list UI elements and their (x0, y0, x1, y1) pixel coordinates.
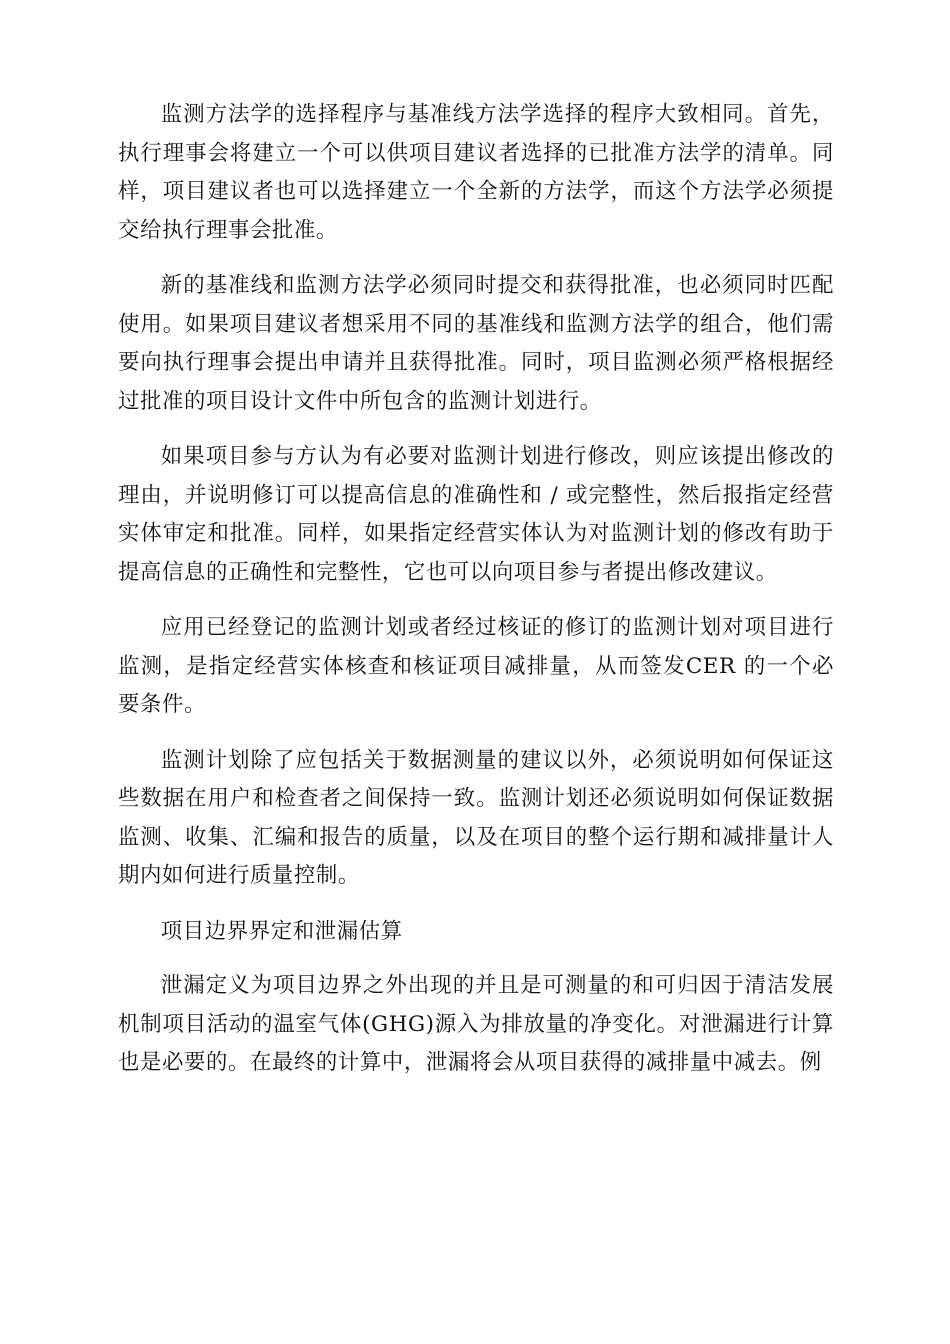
paragraph-cer-issuance-condition: 应用已经登记的监测计划或者经过核证的修订的监测计划对项目进行监测，是指定经营实体核查和核证项目减排量，从而签发CER 的一个必要条件。 (118, 615, 834, 717)
paragraph-monitoring-plan-revision: 如果项目参与方认为有必要对监测计划进行修改，则应该提出修改的理由，并说明修订可以提高信息的准确性和 / 或完整性，然后报指定经营实体审定和批准。同样，如果指定经营实体认为对监测计划的修改有助于提高信息的正确性和完整性，它也可以向项目参与者提出修改建议。 (118, 444, 834, 585)
section-heading: 项目边界界定和泄漏估算 (160, 918, 403, 944)
paragraph-monitoring-methodology-selection: 监测方法学的选择程序与基准线方法学选择的程序大致相同。首先，执行理事会将建立一个可以供项目建议者选择的已批准方法学的清单。同样，项目建议者也可以选择建立一个全新的方法学，而这个方法学必须提交给执行理事会批准。 (118, 102, 834, 243)
document-page (118, 96, 834, 1100)
paragraph-baseline-and-monitoring-approval: 新的基准线和监测方法学必须同时提交和获得批准，也必须同时匹配使用。如果项目建议者想采用不同的基准线和监测方法学的组合，他们需要向执行理事会提出申请并且获得批准。同时，项目监测必须严格根据经过批准的项目设计文件中所包含的监测计划进行。 (118, 273, 834, 414)
paragraph-data-quality-control: 监测计划除了应包括关于数据测量的建议以外，必须说明如何保证这些数据在用户和检查者之间保持一致。监测计划还必须说明如何保证数据监测、收集、汇编和报告的质量，以及在项目的整个运行期和减排量计人期内如何进行质量控制。 (118, 747, 834, 888)
paragraph-leakage-definition: 泄漏定义为项目边界之外出现的并且是可测量的和可归因于清洁发展机制项目活动的温室气体(GHG)源入为排放量的净变化。对泄漏进行计算也是必要的。在最终的计算中，泄漏将会从项目获得的减排量中减去。例 (118, 973, 834, 1075)
